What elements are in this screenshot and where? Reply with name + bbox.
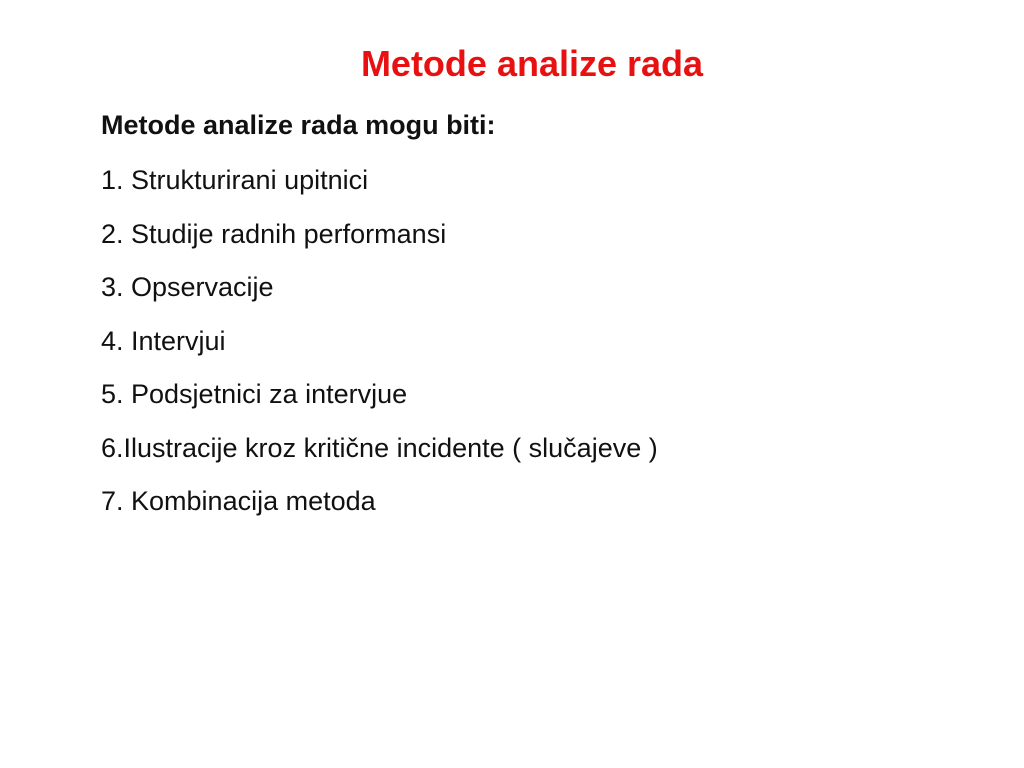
list-item: 1. Strukturirani upitnici — [101, 165, 369, 195]
list-item: 2. Studije radnih performansi — [101, 218, 447, 249]
method-list — [101, 154, 981, 529]
slide-content — [101, 100, 981, 529]
slide-title: Metode analize rada — [360, 43, 704, 84]
intro-text: Metode analize rada mogu biti: — [101, 110, 496, 140]
list-item: 6.Ilustracije kroz kritične incidente ( slučajeve ) — [101, 432, 658, 463]
list-item: 4. Intervjui — [101, 325, 226, 356]
list-item: 3. Opservacije — [101, 272, 274, 302]
list-item: 7. Kombinacija metoda — [101, 486, 376, 516]
list-item: 5. Podsjetnici za intervjue — [101, 379, 408, 409]
